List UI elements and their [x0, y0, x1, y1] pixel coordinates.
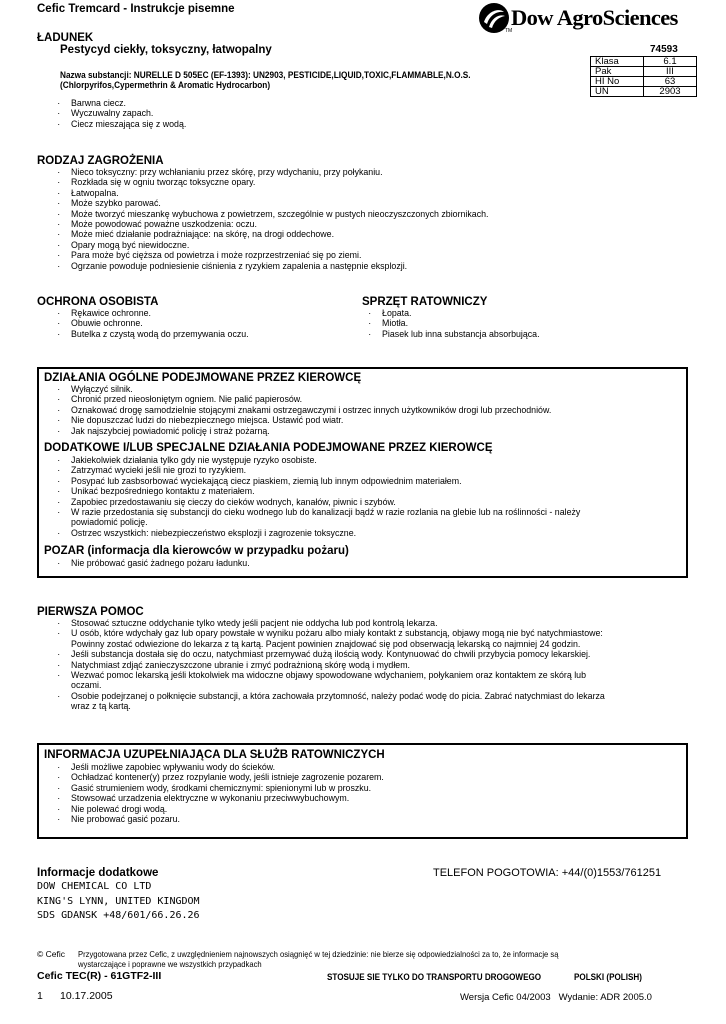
item-text-continued: wraz z tą kartą. [71, 701, 131, 713]
protection-list [37, 309, 267, 340]
list-item [37, 692, 605, 713]
logo-text: Dow AgroSciences [511, 5, 678, 30]
rescue-services-title: INFORMACJA UZUPEŁNIAJĄCA DLA SŁUŻB RATOWNICZYCH [44, 749, 385, 761]
address-line: SDS GDANSK +48/601/66.26.26 [37, 910, 200, 921]
un-classification-table [590, 56, 697, 97]
item-text: Zatrzymać wycieki jeśli nie grozi to ryzykiem. [71, 465, 247, 477]
list-item: · Gasić strumieniem wody, środkami chemicznymi: spienionymi lub w proszku. [37, 784, 384, 794]
protection-title: OCHRONA OSOBISTA [37, 296, 159, 308]
item-text-continued: Powinny zostać odwiezione do lekarza z tą kartą. Pacjent powinien znajdować się pod obserwacją lekarską co najmniej 24 godzin. [71, 638, 581, 650]
list-item: · Opary mogą być niewidoczne. [37, 241, 489, 251]
un-value: 2903 [644, 87, 697, 97]
road-transport-only: STOSUJE SIE TYLKO DO TRANSPORTU DROGOWEGO [327, 972, 542, 982]
list-item: · Nie polewać drogi wodą. [37, 805, 384, 815]
company-address [37, 880, 200, 924]
item-text-continued: oczami. [71, 680, 102, 692]
first-aid-list [37, 619, 654, 713]
item-text: Unikać bezpośredniego kontaktu z materiałem. [71, 486, 255, 498]
list-item: · Piasek lub inna substancja absorbująca. [348, 330, 540, 340]
item-text: Natychmiast zdjąć zanieczyszczone ubranie i zmyć podrażnioną skórę wodą i mydłem. [71, 659, 411, 671]
item-text: Ostrzec wszystkich: niebezpieczeństwo eksplozji i zagrozenie toksyczne. [71, 527, 357, 539]
pak-value: III [644, 67, 697, 77]
special-actions-title: DODATKOWE I/LUB SPECJALNE DZIAŁANIA PODEJMOWANE PRZEZ KIEROWCĘ [44, 442, 493, 454]
list-item: · Wyczuwalny zapach. [37, 109, 186, 119]
additional-info-title: Informacje dodatkowe [37, 867, 159, 879]
klasa-label: Klasa [591, 57, 644, 67]
fire-title: POZAR (informacja dla kierowców w przypadku pożaru) [44, 545, 349, 557]
list-item: · Stowsować urzadzenia elektryczne w wykonaniu przeciwwybuchowym. [37, 794, 384, 804]
un-label: UN [591, 87, 644, 97]
rescue-services-list [37, 763, 414, 825]
cargo-subtitle: Pestycyd ciekły, toksyczny, łatwopalny [60, 44, 272, 56]
klasa-value: 6.1 [644, 57, 697, 67]
list-item: · Nie dopuszczać ludzi do niebezpiecznego miejsca. Ustawić pod wiatr. [37, 416, 551, 426]
issue-date: 10.17.2005 [60, 990, 113, 1002]
list-item: · Może szybko parować. [37, 199, 489, 209]
general-actions-list [37, 385, 596, 437]
dow-agrosciences-logo [478, 2, 684, 36]
general-actions-title: DZIAŁANIA OGÓLNE PODEJMOWANE PRZEZ KIEROWCĘ [44, 372, 362, 384]
special-actions-list [37, 456, 628, 539]
cargo-title: ŁADUNEK [37, 32, 94, 44]
list-item: · Jak najszybciej powiadomić policję i straż pożarną. [37, 427, 551, 437]
list-item: · Chronić przed nieosłoniętym ogniem. Nie palić papierosów. [37, 395, 551, 405]
table-row [591, 77, 697, 87]
list-item [37, 508, 580, 529]
item-text: U osób, które wdychały gaz lub opary powstałe w wyniku pożaru albo miały kontakt z substancją, objawy mogą nie być natychmiastowe: [71, 628, 603, 640]
version-info: Wersja Cefic 04/2003 Wydanie: ADR 2005.0 [460, 992, 652, 1003]
item-text: Stosować sztuczne oddychanie tylko wtedy jeśli pacjent nie oddycha lub pod kontrolą lekarza. [71, 618, 438, 629]
logo-trademark: TM [505, 28, 513, 34]
item-text: W razie przedostania się substancji do cieku wodnego lub do kanalizacji bądź w razie rozlania na glebie lub na roślinności - należy [71, 507, 581, 519]
table-row [591, 57, 697, 67]
document-title: Cefic Tremcard - Instrukcje pisemne [37, 3, 235, 15]
list-item: · Wyłączyć silnik. [37, 385, 551, 395]
hi-no-value: 63 [644, 77, 697, 87]
item-text: Osobie podejrzanej o połknięcie substancji, a która zachowała przytomność, należy podać wodę do picia. Zabrać natychmiast do lekarza [71, 690, 605, 702]
fire-list [37, 559, 268, 569]
list-item [37, 529, 580, 539]
list-item: · Ogrzanie powoduje podniesienie ciśnienia z ryzykiem zapalenia a następnie eksplozji. [37, 262, 489, 272]
document-number: 74593 [650, 44, 678, 55]
list-item: · Ochładzać kontener(y) przez rozpylanie wody, jeśli istnieje zagrozenie pozarem. [37, 773, 384, 783]
list-item: · Nie probować gasić pozaru. [37, 815, 384, 825]
list-item: · Łopata. [348, 309, 540, 319]
emergency-phone: TELEFON POGOTOWIA: +44/(0)1553/761251 [433, 867, 662, 879]
copyright: © Cefic [37, 949, 65, 959]
disclaimer-line2: wystarczające i poprawne we wszystkich przypadkach [78, 959, 262, 969]
list-item: · Barwna ciecz. [37, 99, 186, 109]
list-item [37, 671, 605, 692]
list-item: · Jeśli możliwe zapobiec wpływaniu wody do ścieków. [37, 763, 384, 773]
first-aid-title: PIERWSZA POMOC [37, 606, 144, 618]
list-item: · Ciecz mieszająca się z wodą. [37, 120, 186, 130]
list-item: · Obuwie ochronne. [37, 319, 249, 329]
item-text-continued: powiadomić policję. [71, 517, 148, 529]
list-item: · Może powodować poważne uszkodzenia: oczu. [37, 220, 489, 230]
hi-no-label: HI No [591, 77, 644, 87]
item-text: Jakiekolwiek działania tylko gdy nie występuje ryzyko osobiste. [71, 455, 317, 466]
list-item: · Rękawice ochronne. [37, 309, 249, 319]
list-item: · Może tworzyć mieszankę wybuchowa z powietrzem, szczególnie w pustych nieoczyszczonych zbiornikach. [37, 210, 489, 220]
page-number: 1 [37, 990, 43, 1002]
list-item: · Oznakować drogę samodzielnie stojącymi znakami ostrzegawczymi i ostrzec innych użytkowników drogi lub przechodniów. [37, 406, 551, 416]
list-item: · Miotła. [348, 319, 540, 329]
disclaimer-line1: Przygotowana przez Cefic, z uwzględnieniem najnowszych osiągnięć w tej dziedzinie: nie bierze się odpowiedzialności za to, że informacje są [78, 949, 559, 959]
list-item [37, 629, 605, 650]
address-line: KING'S LYNN, UNITED KINGDOM [37, 895, 200, 907]
substance-name-line2: (Chlorpyrifos,Cypermethrin & Aromatic Hydrocarbon) [60, 79, 271, 90]
table-row [591, 87, 697, 97]
item-text: Zapobiec przedostawaniu się cieczy do cieków wodnych, kanałów, piwnic i szybów. [71, 496, 396, 508]
cargo-properties-list [37, 99, 199, 130]
list-item: · Butelka z czystą wodą do przemywania oczu. [37, 330, 249, 340]
equipment-list [348, 309, 556, 340]
address-line: DOW CHEMICAL CO LTD [37, 881, 152, 892]
hazards-list [37, 168, 528, 272]
list-item: · Może mieć działanie podrażniające: na skórę, na drogi oddechowe. [37, 230, 489, 240]
hazards-title: RODZAJ ZAGROŻENIA [37, 155, 164, 167]
list-item: · Nie próbować gasić żadnego pożaru ładunku. [37, 559, 250, 569]
list-item: · Łatwopalna. [37, 189, 489, 199]
item-text: Wezwać pomoc lekarską jeśli ktokolwiek ma widoczne objawy spowodowane wdychaniem, połykaniem oraz kontaktem ze skórą lub [71, 670, 586, 682]
pak-label: Pak [591, 67, 644, 77]
list-item: · Nieco toksyczny: przy wchłanianiu przez skórę, przy wdychaniu, przy połykaniu. [37, 168, 489, 178]
table-row [591, 67, 697, 77]
substance-name-line1: Nazwa substancji: NURELLE D 505EC (EF-1393): UN2903, PESTICIDE,LIQUID,TOXIC,FLAMMABLE,N.O.S. [60, 69, 471, 80]
item-text: Jeśli substancja dostała się do oczu, natychmiast przemywać dużą ilością wody. Kontynuować do chwili przybycia pomocy lekarskiej. [71, 649, 591, 661]
item-text: Posypać lub zasbsorbować wyciekającą ciecz piaskiem, ziemią lub innym odpowiednim materiałem. [71, 475, 462, 487]
language: POLSKI (POLISH) [574, 972, 642, 982]
tec-code: Cefic TEC(R) - 61GTF2-III [37, 970, 162, 982]
list-item: · Rozkłada się w ogniu tworząc toksyczne opary. [37, 178, 489, 188]
list-item: · Para może być cięższa od powietrza i może rozprzestrzeniać się po ziemi. [37, 251, 489, 261]
equipment-title: SPRZĘT RATOWNICZY [362, 296, 488, 308]
